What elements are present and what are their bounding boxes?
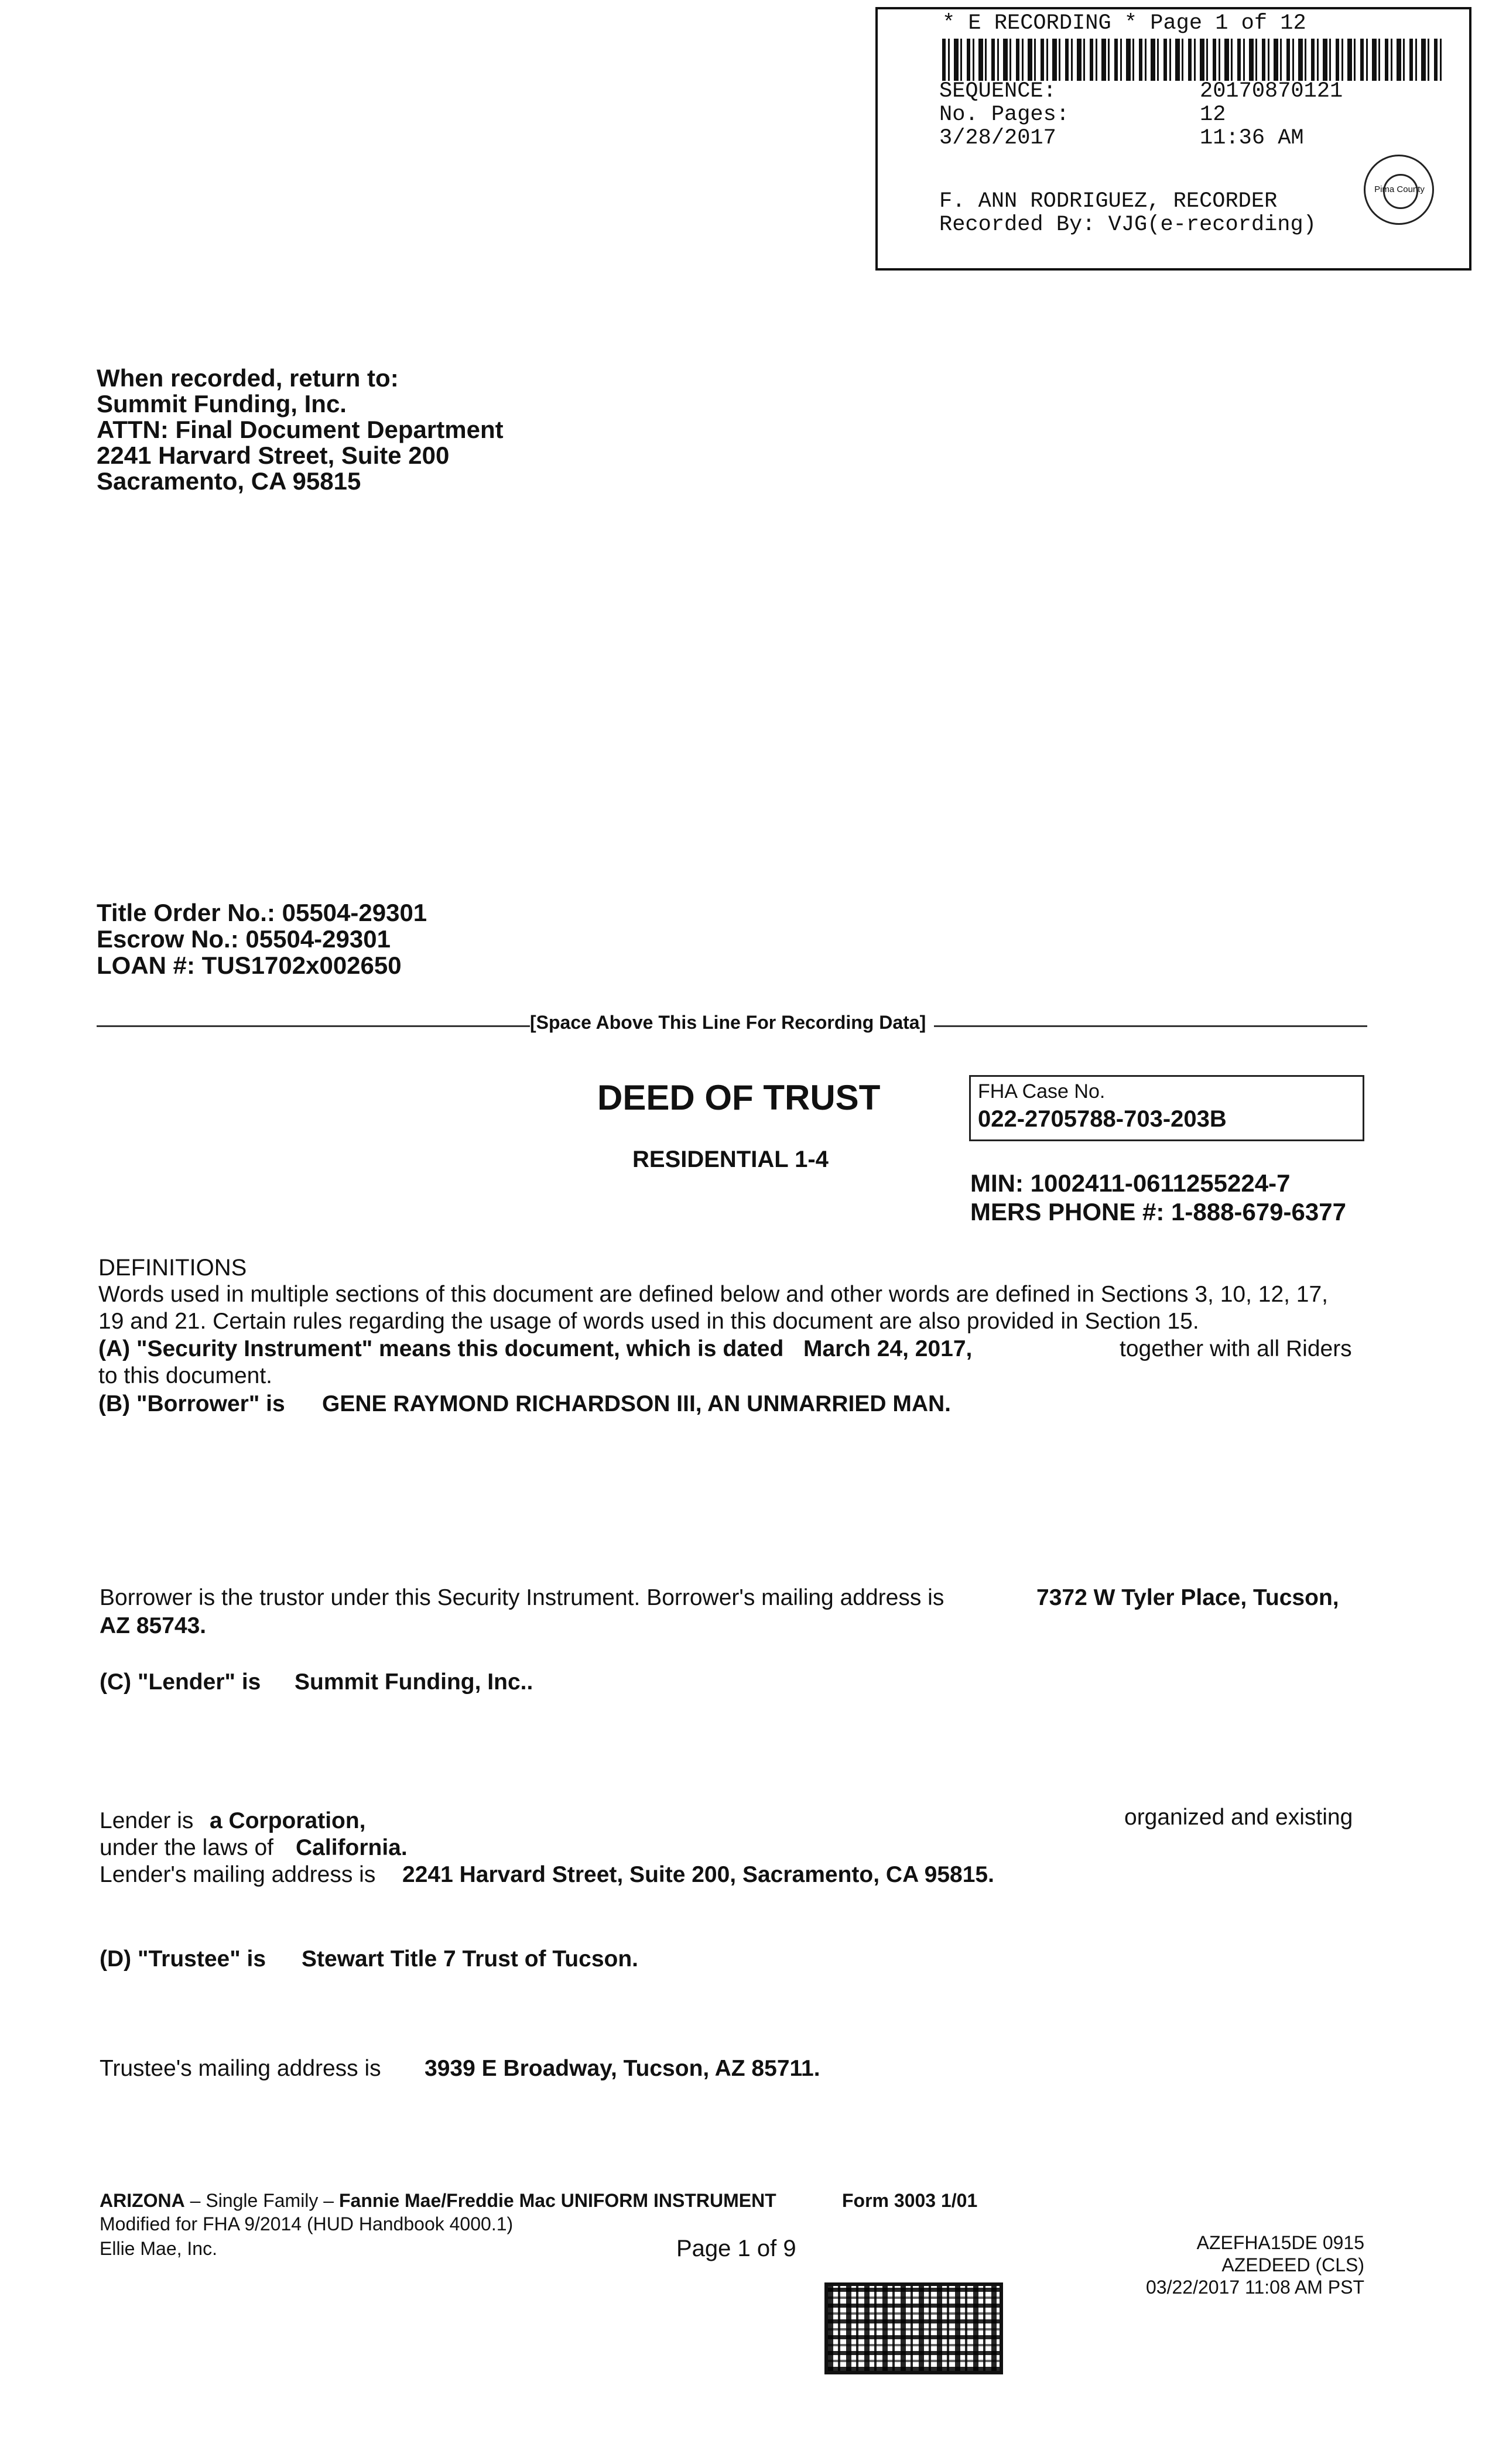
recorded-by: Recorded By: VJG(e-recording) (939, 213, 1316, 237)
trustee-address-label: Trustee's mailing address is (100, 2056, 381, 2081)
recording-header: * E RECORDING * Page 1 of 12 (942, 11, 1306, 36)
definitions-para-line-2: 19 and 21. Certain rules regarding the usage of words used in this document are also provided in Section 15. (98, 1309, 1199, 1334)
separator-line-left (97, 1025, 530, 1027)
organized-existing-text: organized and existing (1124, 1805, 1353, 1830)
sequence-value: 20170870121 (1200, 79, 1343, 104)
footer-code-2: AZEDEED (CLS) (1221, 2254, 1364, 2275)
min-number: MIN: 1002411-0611255224-7 (970, 1169, 1291, 1197)
definitions-heading: DEFINITIONS (98, 1255, 247, 1281)
lender-is-text: Lender is (100, 1808, 194, 1833)
trustee-address: 3939 E Broadway, Tucson, AZ 85711. (425, 2056, 820, 2081)
borrower-address-text: Borrower is the trustor under this Security Instrument. Borrower's mailing address is (100, 1585, 944, 1610)
return-to-line-3: ATTN: Final Document Department (97, 416, 504, 443)
borrower-address-line-1: 7372 W Tyler Place, Tucson, (1036, 1585, 1339, 1610)
loan-number: LOAN #: TUS1702x002650 (97, 952, 402, 979)
footer-form-number: Form 3003 1/01 (842, 2190, 978, 2211)
definitions-para-line-1: Words used in multiple sections of this document are defined below and other words are defined in Sections 3, 10, 12, 17, (98, 1282, 1329, 1307)
lender-address-label: Lender's mailing address is (100, 1862, 376, 1887)
fha-case-box (969, 1075, 1364, 1141)
footer-state: ARIZONA (100, 2190, 185, 2211)
def-d-label: (D) "Trustee" is (100, 1946, 266, 1972)
fha-case-label: FHA Case No. (978, 1080, 1106, 1103)
mers-phone: MERS PHONE #: 1-888-679-6377 (970, 1198, 1346, 1226)
title-order-number: Title Order No.: 05504-29301 (97, 899, 427, 926)
def-b-label: (B) "Borrower" is (98, 1391, 285, 1416)
document-subtitle: RESIDENTIAL 1-4 (632, 1147, 829, 1172)
recording-date: 3/28/2017 (939, 126, 1056, 150)
lender-entity-type: a Corporation, (210, 1808, 366, 1833)
footer-form-desc: – Single Family – (184, 2190, 339, 2211)
lender-state: California. (296, 1835, 408, 1860)
def-a-text: (A) "Security Instrument" means this document, which is dated (98, 1336, 784, 1361)
recording-barcode (942, 39, 1446, 81)
footer-vendor: Ellie Mae, Inc. (100, 2238, 217, 2259)
pages-label: No. Pages: (939, 102, 1070, 127)
separator-line-right (934, 1025, 1367, 1027)
return-to-line-1: When recorded, return to: (97, 364, 399, 392)
escrow-number: Escrow No.: 05504-29301 (97, 925, 391, 953)
footer-modified: Modified for FHA 9/2014 (HUD Handbook 4000.1) (100, 2213, 514, 2234)
trustee-name: Stewart Title 7 Trust of Tucson. (302, 1946, 638, 1972)
sequence-label: SEQUENCE: (939, 79, 1056, 104)
return-to-line-5: Sacramento, CA 95815 (97, 467, 361, 495)
return-to-line-2: Summit Funding, Inc. (97, 390, 347, 417)
def-a-tail-2: to this document. (98, 1363, 272, 1388)
recording-time: 11:36 AM (1200, 126, 1304, 150)
footer-code-3: 03/22/2017 11:08 AM PST (1146, 2277, 1364, 2298)
def-a-label (98, 1336, 783, 1363)
footer-code-1: AZEFHA15DE 0915 (1196, 2232, 1364, 2253)
fha-case-number: 022-2705788-703-203B (978, 1106, 1227, 1132)
pages-value: 12 (1200, 102, 1226, 127)
footer-form-desc-bold: Fannie Mae/Freddie Mac UNIFORM INSTRUMENT (338, 2190, 776, 2211)
lender-name: Summit Funding, Inc.. (295, 1669, 533, 1695)
borrower-name: GENE RAYMOND RICHARDSON III, AN UNMARRIED MAN. (322, 1391, 951, 1416)
lender-address: 2241 Harvard Street, Suite 200, Sacramento, CA 95815. (402, 1862, 994, 1887)
return-to-line-4: 2241 Harvard Street, Suite 200 (97, 442, 450, 469)
under-laws-text: under the laws of (100, 1835, 274, 1860)
security-instrument-date: March 24, 2017, (803, 1336, 973, 1361)
footer-page-number: Page 1 of 9 (676, 2236, 796, 2261)
def-c-label: (C) "Lender" is (100, 1669, 261, 1695)
county-seal-icon (1364, 155, 1434, 225)
recorder-name: F. ANN RODRIGUEZ, RECORDER (939, 189, 1278, 214)
def-a-tail: together with all Riders (1120, 1336, 1352, 1361)
recording-space-separator: [Space Above This Line For Recording Data] (530, 1012, 926, 1033)
footer-form-line (100, 2190, 776, 2212)
document-2d-barcode-icon (824, 2282, 1003, 2374)
borrower-address-line-2: AZ 85743. (100, 1613, 207, 1638)
recording-stamp (875, 7, 1471, 271)
document-title: DEED OF TRUST (597, 1078, 881, 1117)
seal-text: Pima County (1374, 184, 1425, 194)
